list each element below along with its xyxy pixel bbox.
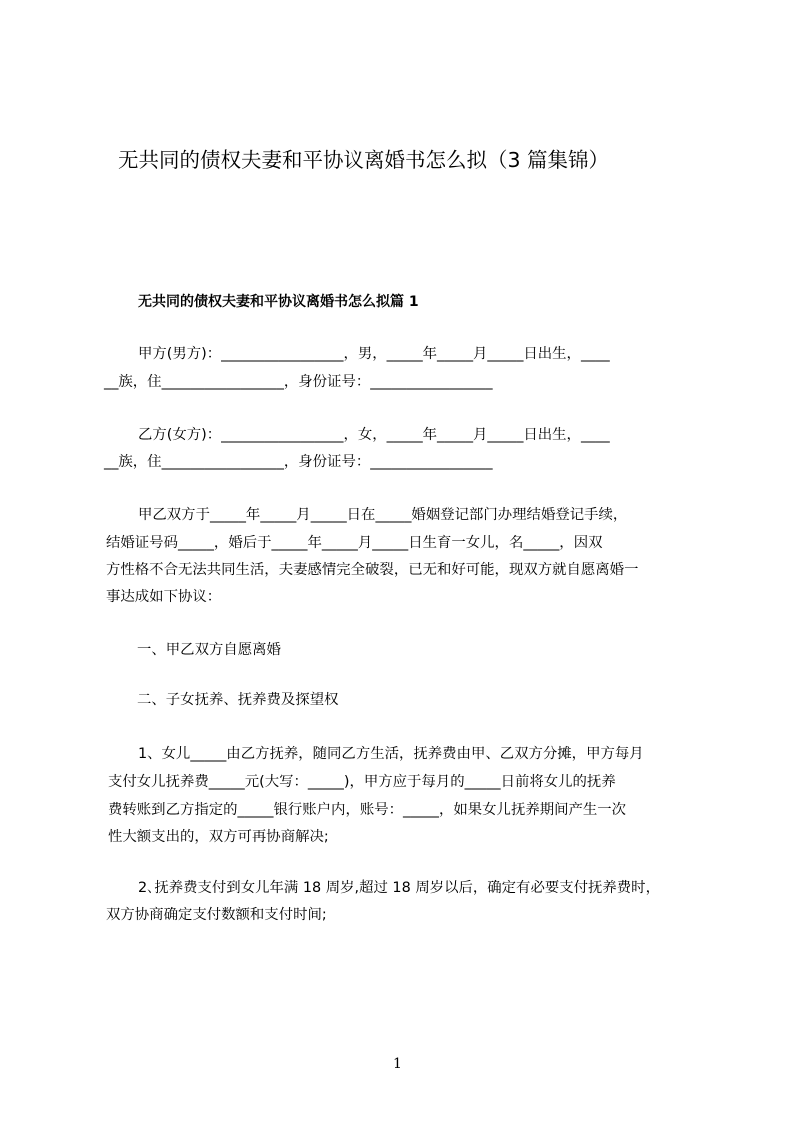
item-1-line-1: 1、女儿_____由乙方抚养，随同乙方生活，抚养费由甲、乙双方分摊，甲方每月 bbox=[138, 746, 644, 762]
intro-line-2: 结婚证号码_____，婚后于_____年_____月_____日生育一女儿，名_____，因双 bbox=[106, 535, 603, 551]
party-a-line-1: 甲方(男方)：_________________，男，_____年_____月_____日出生，____ bbox=[138, 346, 610, 362]
item-2-line-2: 双方协商确定支付数额和支付时间; bbox=[106, 907, 327, 923]
clause-1: 一、甲乙双方自愿离婚 bbox=[137, 642, 281, 658]
page-number: 1 bbox=[393, 1056, 402, 1072]
intro-line-3: 方性格不合无法共同生活，夫妻感情完全破裂，已无和好可能，现双方就自愿离婚一 bbox=[106, 562, 639, 578]
intro-line-4: 事达成如下协议： bbox=[106, 589, 222, 605]
party-a-line-2: __族，住_________________，身份证号：_________________ bbox=[104, 374, 493, 390]
document-title: 无共同的债权夫妻和平协议离婚书怎么拟（3 篇集锦） bbox=[118, 148, 610, 172]
party-b-line-2: __族，住_________________，身份证号：_________________ bbox=[104, 454, 493, 470]
item-2-line-1: 2､抚养费支付到女儿年满 18 周岁,超过 18 周岁以后，确定有必要支付抚养费时， bbox=[138, 880, 660, 896]
party-b-line-1: 乙方(女方)：_________________，女，_____年_____月_____日出生，____ bbox=[138, 427, 610, 443]
clause-2: 二、子女抚养、抚养费及探望权 bbox=[137, 692, 339, 708]
section-title: 无共同的债权夫妻和平协议离婚书怎么拟篇 1 bbox=[138, 294, 419, 310]
intro-line-1: 甲乙双方于_____年_____月_____日在_____婚姻登记部门办理结婚登记手续， bbox=[138, 507, 628, 523]
item-1-line-4: 性大额支出的，双方可再协商解决; bbox=[108, 829, 329, 845]
item-1-line-3: 费转账到乙方指定的_____银行账户内，账号：_____，如果女儿抚养期间产生一次 bbox=[108, 802, 627, 818]
item-1-line-2: 支付女儿抚养费_____元(大写：_____)，甲方应于每月的_____日前将女儿的抚养 bbox=[108, 774, 616, 790]
